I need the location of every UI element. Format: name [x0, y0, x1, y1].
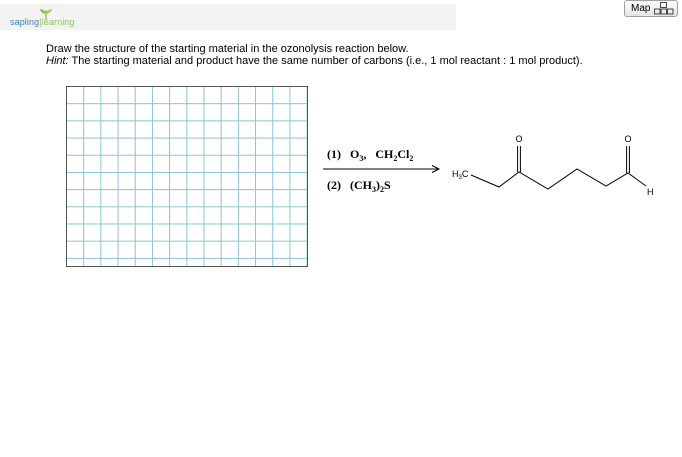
- step2-number: (2): [327, 178, 341, 192]
- step2-close-paren: ): [376, 178, 380, 192]
- reaction-scheme: [320, 125, 660, 205]
- logo-separator: |: [39, 17, 42, 27]
- logo-word-learning: learning: [41, 17, 75, 27]
- question-hint: [46, 55, 583, 67]
- map-button-label: Map: [631, 3, 651, 14]
- sapling-learning-logo: [10, 8, 100, 30]
- product-methyl-c: C: [461, 169, 469, 179]
- carbonyl-1-oxygen: O: [515, 134, 523, 144]
- logo-text: [10, 17, 75, 27]
- step1-solvent: CH: [375, 147, 394, 161]
- hint-label: Hint:: [46, 55, 69, 67]
- product-carbon-chain: [471, 169, 646, 189]
- aldehyde-hydrogen: H: [647, 187, 654, 197]
- product-methyl-label: [452, 169, 469, 181]
- step2-text: [327, 178, 391, 194]
- step2-subscript-1: 3: [372, 185, 376, 194]
- map-button[interactable]: [624, 0, 678, 17]
- step2-subscript-2: 2: [380, 185, 384, 194]
- question-text: [46, 43, 583, 67]
- step1-ozone: O: [350, 147, 360, 161]
- step1-text: [327, 147, 413, 163]
- step1-solvent-subscript-2: 2: [409, 154, 414, 163]
- hint-text: The starting material and product have the same number of carbons (i.e., 1 mol reactant : 1 mol product).: [68, 55, 583, 67]
- step2-sulfur: S: [384, 178, 391, 192]
- carbonyl-2-oxygen: O: [624, 134, 632, 144]
- step1-solvent-cl: Cl: [397, 147, 410, 161]
- drawing-canvas[interactable]: [66, 86, 308, 267]
- product-methyl-h: H: [452, 169, 459, 179]
- logo-word-sapling: sapling: [10, 17, 40, 27]
- map-icon: [654, 2, 674, 15]
- product-methyl-subscript: 3: [458, 175, 462, 181]
- step1-ozone-subscript: 3: [359, 154, 364, 163]
- step1-solvent-subscript-1: 2: [393, 154, 398, 163]
- step2-reagent: (CH: [350, 178, 372, 192]
- question-prompt: Draw the structure of the starting material in the ozonolysis reaction below.: [46, 43, 409, 55]
- step1-separator: ,: [363, 147, 367, 161]
- step1-number: (1): [327, 147, 341, 161]
